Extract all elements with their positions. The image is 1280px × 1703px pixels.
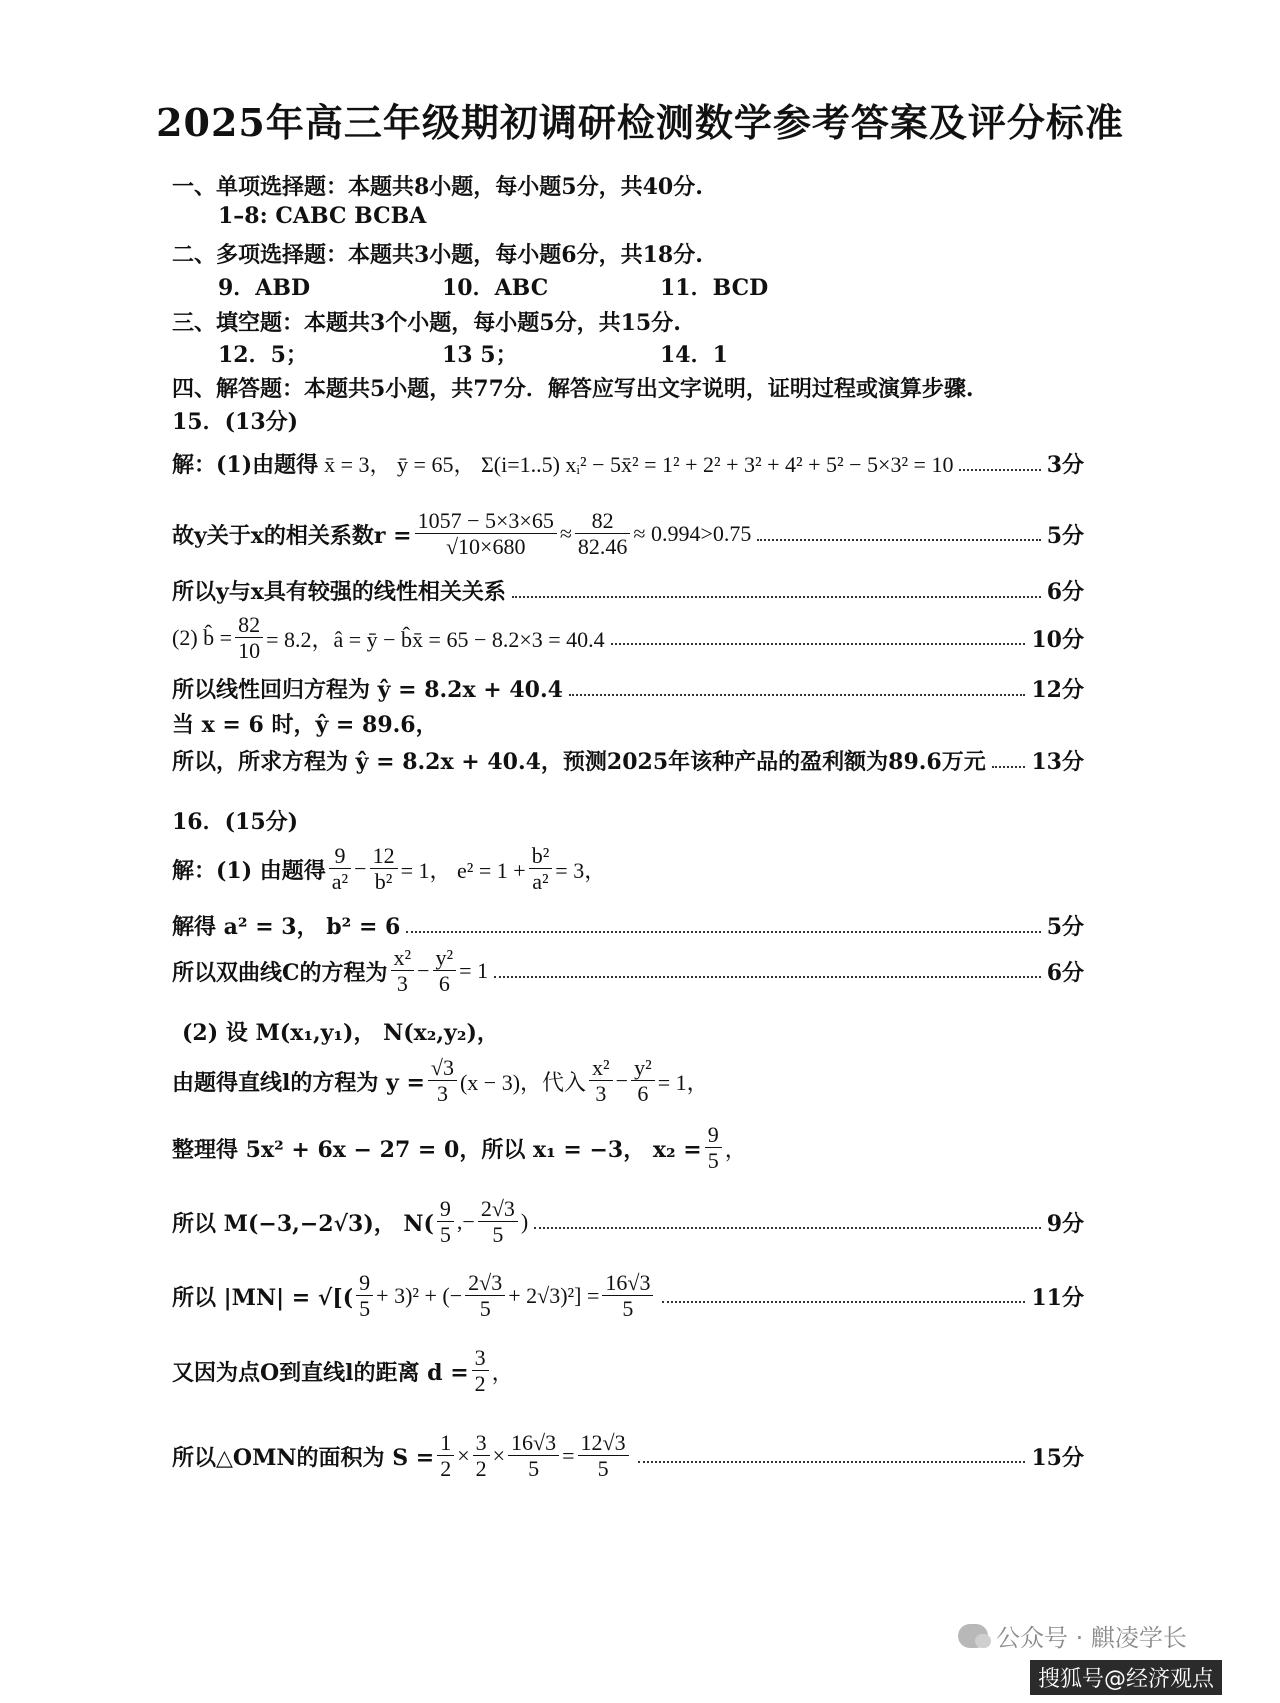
q15-l5-score: 12分 <box>1031 677 1084 703</box>
q16-line-4: (2) 设 M(x₁,y₁)， N(x₂,y₂)， <box>182 1020 499 1046</box>
q15-line-2 <box>172 508 1084 561</box>
section-4-heading: 四、解答题：本题共5小题，共77分．解答应写出文字说明，证明过程或演算步骤. <box>172 376 974 402</box>
q16-line-2 <box>172 910 1084 941</box>
numerator: 16√3 <box>602 1270 653 1296</box>
q16-l5-tail: = 1， <box>657 1069 709 1095</box>
leader-dots <box>494 976 1041 978</box>
q16-frac-3-2b <box>473 1430 490 1483</box>
leader-dots <box>959 469 1040 471</box>
q16-frac-x2-3 <box>391 945 415 998</box>
q16-frac-2sqrt3-5 <box>478 1196 518 1249</box>
section-3-answers <box>218 338 728 369</box>
section-1-answers: 1–8: CABC BCBA <box>218 203 427 229</box>
q16-l6-tail: ， <box>724 1136 747 1162</box>
answer-12: 12．5； <box>218 342 308 368</box>
denominator: 3 <box>595 1081 607 1107</box>
q16-l2-score: 5分 <box>1046 914 1084 940</box>
q16-line-1 <box>172 843 1084 896</box>
q16-l10-pre: 所以△OMN的面积为 S = <box>172 1444 435 1471</box>
q16-frac-y2-6 <box>433 945 457 998</box>
numerator: 9 <box>437 1196 454 1222</box>
denominator: 6 <box>637 1081 649 1107</box>
q16-line-10 <box>172 1430 1084 1483</box>
q16-frac-2sqrt3-5b <box>465 1270 505 1323</box>
answer-9: 9．ABD <box>218 275 311 301</box>
q16-l5-pre: 由题得直线l的方程为 y = <box>172 1069 425 1096</box>
numerator: y² <box>631 1055 655 1081</box>
answer-10: 10．ABC <box>442 275 549 301</box>
q16-frac-sqrt3-3 <box>428 1055 457 1108</box>
q16-l1-pre: 解：(1) 由题得 <box>172 857 326 884</box>
q15-r-denominator: √10×680 <box>445 534 526 560</box>
q16-line-5 <box>172 1055 1084 1108</box>
q16-l6-pre: 整理得 5x² + 6x − 27 = 0，所以 x₁ = −3， x₂ = <box>172 1136 702 1163</box>
denominator: 5 <box>707 1148 719 1174</box>
denominator: 5 <box>528 1456 540 1482</box>
source-label: 搜狐号@经济观点 <box>1030 1660 1222 1695</box>
q16-l7-mid: ,− <box>456 1209 475 1235</box>
q16-frac-1-2 <box>437 1430 454 1483</box>
q15-b-fraction <box>235 612 263 665</box>
q16-l3-score: 6分 <box>1046 959 1084 986</box>
q16-l1-mid: = 1， e² = 1 + <box>400 857 526 883</box>
q15-r-value: ≈ 0.994>0.75 <box>633 521 752 547</box>
page-title: 2025年高三年级期初调研检测数学参考答案及评分标准 <box>156 100 1124 145</box>
numerator: x² <box>589 1055 613 1081</box>
q16-l7-pre: 所以 M(−3,−2√3)， N( <box>172 1210 434 1237</box>
denominator: 5 <box>359 1296 371 1322</box>
operator: − <box>417 958 430 984</box>
q15-r2-denominator: 82.46 <box>577 534 628 560</box>
q16-line-9 <box>172 1345 1084 1398</box>
numerator: 2√3 <box>465 1270 505 1296</box>
q16-line-3 <box>172 945 1084 998</box>
denominator: 5 <box>597 1456 609 1482</box>
q15-l1-math: x̄ = 3， ȳ = 65， Σ(i=1..5) xᵢ² − 5x̄² = 1² + 2² + 3² + 4² + 5² − 5×3² = 10 <box>324 452 954 477</box>
section-3-heading: 三、填空题：本题共3个小题，每小题5分，共15分. <box>172 310 681 336</box>
q15-l1-score: 3分 <box>1046 452 1084 478</box>
q16-frac-12sqrt3-5 <box>578 1430 629 1483</box>
q16-line-7 <box>172 1196 1084 1249</box>
leader-dots <box>406 931 1040 933</box>
denominator: 5 <box>622 1296 634 1322</box>
leader-dots <box>611 643 1026 645</box>
numerator: 9 <box>329 843 351 869</box>
leader-dots <box>757 539 1040 541</box>
q16-l8-mid: + 3)² + (− <box>376 1283 463 1309</box>
q16-frac-16sqrt3-5 <box>602 1270 653 1323</box>
q16-frac-x2-3b <box>589 1055 613 1108</box>
denominator: 3 <box>396 971 408 997</box>
denominator: a² <box>331 869 349 895</box>
numerator: √3 <box>428 1055 457 1081</box>
numerator: 9 <box>705 1122 722 1148</box>
numerator: 12√3 <box>578 1430 629 1456</box>
q16-frac-9-5 <box>705 1122 722 1175</box>
q16-frac-9-5c <box>356 1270 373 1323</box>
q16-l8-pre: 所以 |MN| = √[( <box>172 1284 354 1311</box>
q16-line-6 <box>172 1122 1084 1175</box>
q16-title: 16．(15分) <box>172 809 299 835</box>
numerator: 9 <box>356 1270 373 1296</box>
q15-l2-label: 故y关于x的相关系数r = <box>172 522 412 549</box>
q15-title: 15．(13分) <box>172 409 299 435</box>
q16-l7-score: 9分 <box>1046 1210 1084 1237</box>
denominator: a² <box>532 869 549 895</box>
denominator: 5 <box>492 1222 504 1248</box>
denominator: 6 <box>438 971 450 997</box>
q15-l5-text: 所以线性回归方程为 ŷ = 8.2x + 40.4 <box>172 677 563 703</box>
wechat-icon <box>958 1624 988 1648</box>
q15-r2-numerator: 82 <box>575 508 631 534</box>
q16-l8-mid2: + 2√3)²] = <box>508 1283 600 1309</box>
q16-frac-12-b2 <box>370 843 398 896</box>
watermark <box>958 1618 1187 1653</box>
q16-l7-tail: ) <box>520 1209 529 1235</box>
q16-l5-mid: (x − 3)，代入 <box>459 1069 587 1095</box>
q16-l9-tail: ， <box>491 1359 514 1385</box>
operator: − <box>615 1068 629 1094</box>
q15-l2-score: 5分 <box>1046 522 1084 549</box>
numerator: 16√3 <box>508 1430 559 1456</box>
operator: − <box>354 856 367 882</box>
leader-dots <box>992 766 1026 768</box>
leader-dots <box>512 596 1041 598</box>
q16-l8-score: 11分 <box>1031 1284 1084 1311</box>
operator: = <box>562 1443 575 1469</box>
numerator: 1 <box>437 1430 454 1456</box>
q15-r-fraction <box>415 508 557 561</box>
answer-13: 13 5； <box>442 342 518 368</box>
operator: × <box>457 1443 470 1469</box>
q15-l1-label: 解：(1)由题得 <box>172 452 319 478</box>
section-2-heading: 二、多项选择题：本题共3小题，每小题6分，共18分. <box>172 242 703 268</box>
numerator: 3 <box>472 1345 489 1371</box>
denominator: 3 <box>436 1081 448 1107</box>
q16-l1-tail: = 3， <box>555 857 607 883</box>
denominator: 2 <box>474 1371 486 1397</box>
q15-b-denominator: 10 <box>238 638 261 664</box>
q15-l7-score: 13分 <box>1031 749 1084 775</box>
q16-frac-b2-a2 <box>529 843 553 896</box>
q16-line-8 <box>172 1270 1084 1323</box>
numerator: b² <box>529 843 553 869</box>
leader-dots <box>638 1461 1026 1463</box>
operator: × <box>492 1443 506 1469</box>
denominator: 2 <box>475 1456 487 1482</box>
q16-l9-pre: 又因为点O到直线l的距离 d = <box>172 1359 469 1386</box>
q15-line-3 <box>172 575 1084 606</box>
q15-l4-tail: = 8.2，â = ȳ − b̂x̄ = 65 − 8.2×3 = 40.4 <box>266 626 605 652</box>
q15-line-7 <box>172 745 1084 776</box>
q16-frac-9-5b <box>437 1196 454 1249</box>
q15-line-6: 当 x = 6 时，ŷ = 89.6， <box>172 712 438 738</box>
q15-line-4 <box>172 612 1084 665</box>
numerator: x² <box>391 945 415 971</box>
denominator: b² <box>374 869 393 895</box>
numerator: 12 <box>370 843 398 869</box>
q15-b-numerator: 82 <box>235 612 263 638</box>
denominator: 5 <box>479 1296 491 1322</box>
q15-l3-score: 6分 <box>1046 579 1084 605</box>
denominator: 2 <box>440 1456 452 1482</box>
q15-l7-text: 所以，所求方程为 ŷ = 8.2x + 40.4，预测2025年该种产品的盈利额为89.6万元 <box>172 749 986 775</box>
q16-l10-score: 15分 <box>1031 1444 1084 1471</box>
q15-r-fraction-2 <box>575 508 631 561</box>
denominator: 5 <box>439 1222 451 1248</box>
q15-r-numerator: 1057 − 5×3×65 <box>415 508 557 534</box>
q16-frac-16sqrt3-5b <box>508 1430 559 1483</box>
leader-dots <box>534 1227 1040 1229</box>
leader-dots <box>569 694 1025 696</box>
q15-l3-text: 所以y与x具有较强的线性相关关系 <box>172 579 506 605</box>
q16-frac-y2-6b <box>631 1055 655 1108</box>
q16-frac-9-a2 <box>329 843 351 896</box>
section-1-heading: 一、单项选择题：本题共8小题，每小题5分，共40分. <box>172 174 703 200</box>
numerator: 2√3 <box>478 1196 518 1222</box>
q15-l4-score: 10分 <box>1031 626 1084 653</box>
q15-line-1 <box>172 448 1084 479</box>
watermark-text: 公众号 · 麒凌学长 <box>996 1624 1187 1652</box>
answer-14: 14．1 <box>660 342 728 368</box>
section-2-answers <box>218 271 768 302</box>
q15-l4-pre: (2) b̂ = <box>172 625 233 651</box>
q16-l2-text: 解得 a² = 3， b² = 6 <box>172 914 401 940</box>
q16-l3-tail: = 1 <box>459 958 489 984</box>
q15-approx: ≈ <box>559 521 572 547</box>
q16-l3-pre: 所以双曲线C的方程为 <box>172 959 388 986</box>
q15-line-5 <box>172 673 1084 704</box>
answer-11: 11．BCD <box>660 275 769 301</box>
q16-frac-3-2 <box>472 1345 489 1398</box>
numerator: 3 <box>473 1430 490 1456</box>
numerator: y² <box>433 945 457 971</box>
leader-dots <box>662 1301 1025 1303</box>
